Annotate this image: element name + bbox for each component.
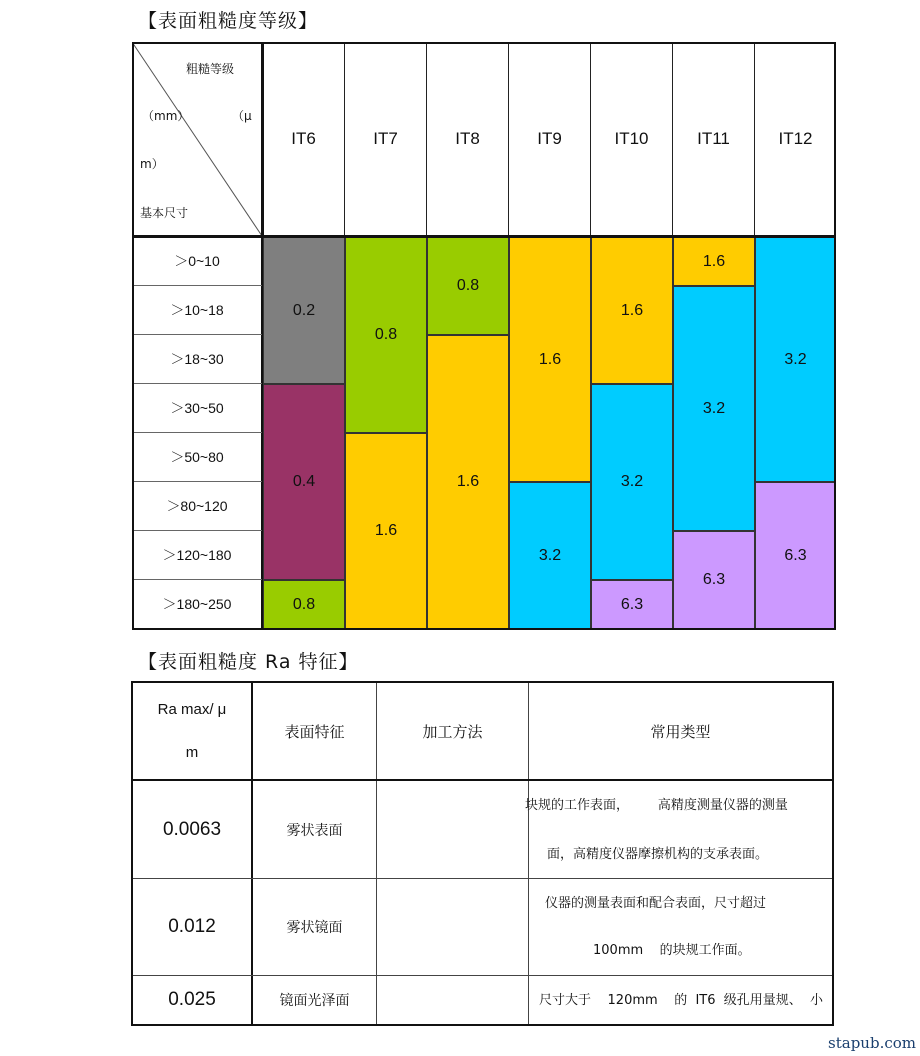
usage-line: 100mm 的块规工作面。	[593, 943, 751, 958]
grade-header-it11: IT11	[673, 42, 755, 236]
machining-method-cell	[377, 879, 528, 975]
corner-unit-m: m）	[140, 157, 164, 171]
corner-grade-label: 粗糙等级	[186, 62, 235, 76]
watermark: stapub.com	[828, 1034, 916, 1052]
size-row-label: ＞10~18	[132, 286, 262, 335]
roughness-block-it10: 1.6	[591, 237, 673, 384]
surface-feature-cell: 雾状表面	[286, 822, 343, 839]
usage-line: 仪器的测量表面和配合表面，尺寸超过	[545, 896, 767, 911]
header-separator	[132, 235, 836, 238]
size-row-label: ＞180~250	[132, 580, 262, 629]
header-ra-max	[133, 683, 251, 779]
corner-unit-mm: （mm）	[142, 109, 190, 123]
roughness-block-it7: 1.6	[345, 433, 427, 629]
roughness-block-it11: 1.6	[673, 237, 755, 286]
roughness-block-it12: 6.3	[755, 482, 836, 629]
roughness-block-it6: 0.8	[263, 580, 345, 629]
header-surface-feature: 表面特征	[284, 722, 345, 741]
roughness-block-it6: 0.2	[263, 237, 345, 384]
roughness-block-it9: 1.6	[509, 237, 591, 482]
size-row-label: ＞80~120	[132, 482, 262, 531]
corner-unit-um: （μ	[232, 109, 252, 123]
surface-feature-cell: 雾状镜面	[286, 920, 343, 936]
usage-cell	[519, 781, 832, 878]
surface-feature-cell: 镜面光泽面	[279, 993, 350, 1009]
section-title-roughness-grade: 【表面粗糙度等级】	[138, 10, 319, 32]
machining-method-cell	[377, 781, 528, 878]
roughness-block-it7: 0.8	[345, 237, 427, 433]
roughness-block-it12: 3.2	[755, 237, 836, 482]
size-row-label: ＞18~30	[132, 335, 262, 384]
grade-header-it6: IT6	[263, 42, 345, 236]
usage-cell	[529, 879, 832, 975]
size-row-label: ＞50~80	[132, 433, 262, 482]
size-row-label: ＞30~50	[132, 384, 262, 433]
grade-header-it12: IT12	[778, 129, 813, 148]
usage-line: 块规的工作表面， 高精度测量仪器的测量	[525, 797, 788, 813]
usage-cell	[529, 976, 832, 1024]
corner-size-label: 基本尺寸	[140, 206, 189, 220]
ra-value-cell: 0.0063	[162, 818, 222, 840]
roughness-block-it9: 3.2	[509, 482, 591, 629]
grade-header-it8: IT8	[427, 42, 509, 236]
usage-line: 尺寸大于 120mm 的 IT6 级孔用量规、 小	[539, 992, 824, 1008]
roughness-block-it10: 3.2	[591, 384, 673, 580]
header-machining-method: 加工方法	[422, 722, 483, 741]
grade-header-it10: IT10	[591, 42, 673, 236]
roughness-block-it8: 0.8	[427, 237, 509, 335]
size-row-label: ＞120~180	[132, 531, 262, 580]
usage-line: 面，高精度仪器摩擦机构的支承表面。	[547, 846, 769, 862]
grade-header-it9: IT9	[509, 42, 591, 236]
size-row-label: ＞0~10	[132, 237, 262, 286]
header-ra-line2: m	[185, 744, 199, 761]
ra-value-cell: 0.012	[168, 916, 216, 937]
ra-feature-table	[131, 681, 834, 1026]
roughness-block-it11: 6.3	[673, 531, 755, 629]
header-common-usage: 常用类型	[650, 722, 711, 741]
roughness-block-it10: 6.3	[591, 580, 673, 629]
header-ra-line1: Ra max/ μ	[157, 701, 227, 718]
roughness-block-it8: 1.6	[427, 335, 509, 629]
section-title-ra-features: 【表面粗糙度 Ra 特征】	[138, 651, 359, 673]
grade-header-it7: IT7	[345, 42, 427, 236]
ra-value-cell: 0.025	[168, 989, 216, 1010]
machining-method-cell	[377, 976, 528, 1024]
roughness-block-it6: 0.4	[263, 384, 345, 580]
roughness-block-it11: 3.2	[673, 286, 755, 531]
roughness-grade-table	[132, 42, 836, 630]
